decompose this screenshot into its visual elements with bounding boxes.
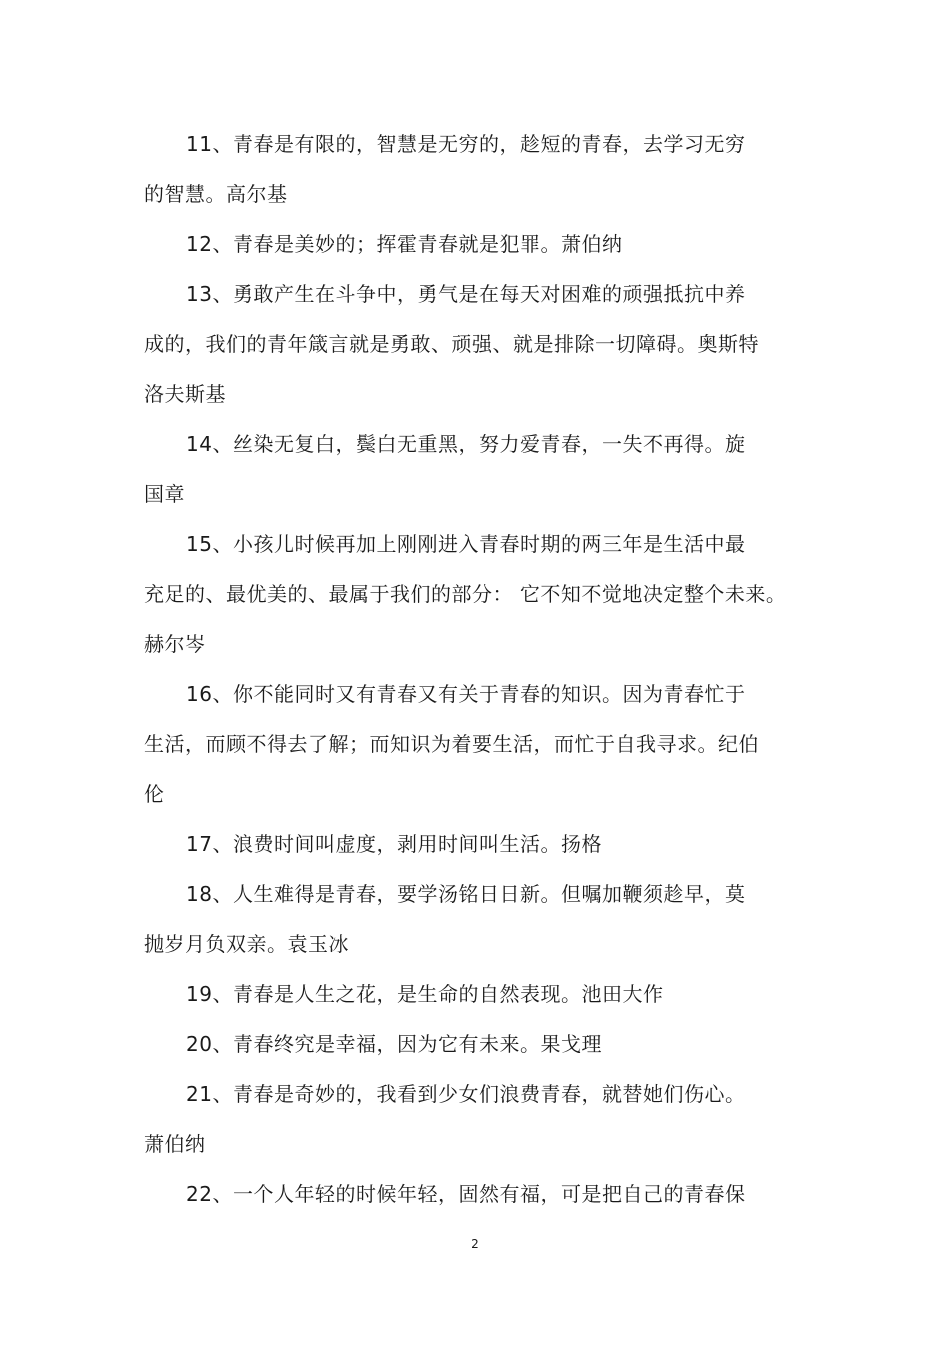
quote-16-line-3: 伦 [144, 782, 165, 806]
quote-15-line-2: 充足的、最优美的、最属于我们的部分： 它不知不觉地决定整个未来。 [144, 582, 787, 606]
quote-21-line-1: 21、青春是奇妙的，我看到少女们浪费青春，就替她们伤心。 [186, 1082, 746, 1106]
quote-19-line-1: 19、青春是人生之花，是生命的自然表现。池田大作 [186, 982, 664, 1006]
quote-18-line-1: 18、人生难得是青春，要学汤铭日日新。但嘱加鞭须趁早，莫 [186, 882, 746, 906]
quote-16-line-2: 生活，而顾不得去了解；而知识为着要生活，而忙于自我寻求。纪伯 [144, 732, 759, 756]
quote-11-line-2: 的智慧。高尔基 [144, 182, 288, 206]
quote-13-line-2: 成的，我们的青年箴言就是勇敢、顽强、就是排除一切障碍。奥斯特 [144, 332, 759, 356]
quote-14-line-2: 国章 [144, 482, 185, 506]
quote-21-line-2: 萧伯纳 [144, 1132, 206, 1156]
quote-15-line-1: 15、小孩儿时候再加上刚刚进入青春时期的两三年是生活中最 [186, 532, 746, 556]
quote-13-line-1: 13、勇敢产生在斗争中，勇气是在每天对困难的顽强抵抗中养 [186, 282, 746, 306]
page-number: 2 [471, 1237, 479, 1251]
quote-17-line-1: 17、浪费时间叫虚度，剥用时间叫生活。扬格 [186, 832, 602, 856]
quote-11-line-1: 11、青春是有限的，智慧是无穷的，趁短的青春，去学习无穷 [186, 132, 746, 156]
quote-12-line-1: 12、青春是美妙的；挥霍青春就是犯罪。萧伯纳 [186, 232, 623, 256]
quote-20-line-1: 20、青春终究是幸福，因为它有未来。果戈理 [186, 1032, 602, 1056]
quote-13-line-3: 洛夫斯基 [144, 382, 226, 406]
quote-14-line-1: 14、丝染无复白，鬓白无重黑，努力爱青春，一失不再得。旋 [186, 432, 746, 456]
quote-22-line-1: 22、一个人年轻的时候年轻，固然有福，可是把自己的青春保 [186, 1182, 746, 1206]
quote-16-line-1: 16、你不能同时又有青春又有关于青春的知识。因为青春忙于 [186, 682, 746, 706]
quote-15-line-3: 赫尔岑 [144, 632, 206, 656]
quote-18-line-2: 抛岁月负双亲。袁玉冰 [144, 932, 349, 956]
